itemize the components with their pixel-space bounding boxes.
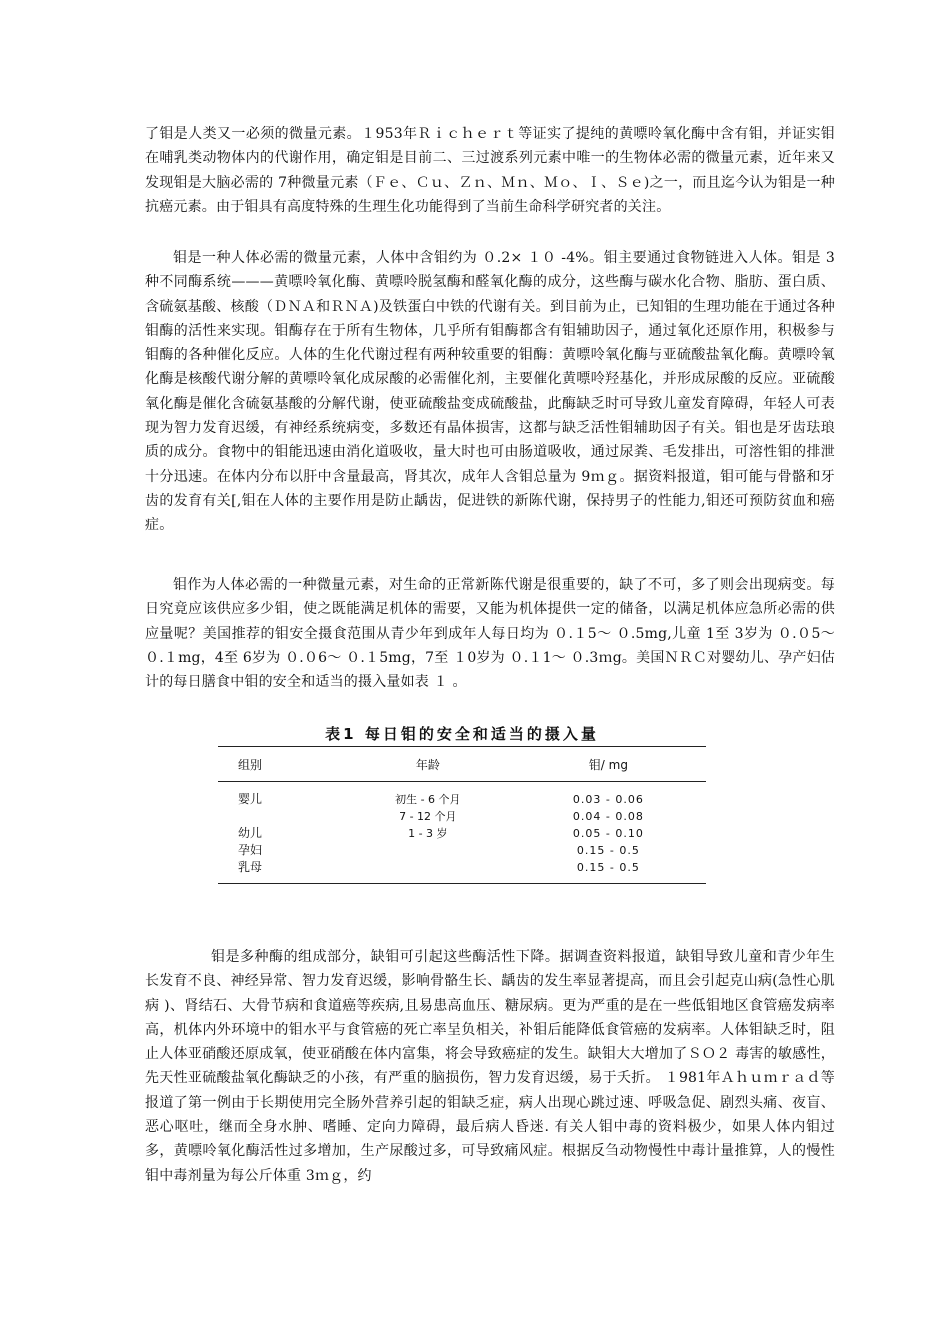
cell-group: 婴儿 <box>238 792 263 806</box>
table-caption: 表1 每日钼的安全和适当的摄入量 <box>325 725 599 743</box>
table-row <box>218 842 706 859</box>
intake-table-block <box>218 722 706 884</box>
cell-amount: 0.15 - 0.5 <box>576 844 640 857</box>
cell-age: 初生 - 6 个月 <box>395 793 461 806</box>
cell-age <box>345 842 511 859</box>
cell-group: 孕妇 <box>238 843 263 857</box>
table-row <box>218 782 706 809</box>
cell-amount: 0.04 - 0.08 <box>572 810 644 823</box>
header-amount: 钼/ mg <box>588 757 628 772</box>
cell-group: 幼儿 <box>238 826 263 840</box>
paragraph-1: 了钼是人类又一必须的微量元素。１953年Ｒｉｃｈｅｒｔ等证实了提纯的黄嘌呤氧化酶中含有钼，并证实钼在哺乳类动物体内的代谢作用，确定钼是目前二、三过渡系列元素中唯一的生物体必需的微量元素，近年来又发现钼是大脑必需的 7种微量元素（Ｆｅ、Ｃｕ、Ｚｎ、Ｍｎ、Ｍｏ、Ｉ、Ｓｅ)之一，而且迄今认为钼是一种抗癌元素。由于钼具有高度特殊的生理生化功能得到了当前生命科学研究者的关注。 <box>145 126 835 215</box>
cell-amount: 0.03 - 0.06 <box>572 793 644 806</box>
cell-group: 乳母 <box>218 859 345 884</box>
paragraph-3: 钼作为人体必需的一种微量元素，对生命的正常新陈代谢是很重要的，缺了不可，多了则会出现病变。每日究竟应该供应多少钼，使之既能满足机体的需要，又能为机体提供一定的储备，以满足机体应急所必需的供应量呢？美国推荐的钼安全摄食范围从青少年到成年人每日均为 ０.１5～ ０.5mg,儿童 1至 3岁为 ０.０5～ ０.１mg，4至 6岁为 ０.０6～ ０.１5mg，7至 １0岁为 ０.１1～ ０.3ｍg。美国ＮＲＣ对婴幼儿、孕产妇估计的每日膳食中钼的安全和适当的摄入量如表 １ 。 <box>145 577 835 691</box>
header-group: 组别 <box>238 757 263 772</box>
cell-age <box>345 859 511 884</box>
cell-amount: 0.15 - 0.5 <box>511 859 706 884</box>
cell-group <box>218 808 345 825</box>
table-row <box>218 825 706 842</box>
table-row <box>218 808 706 825</box>
table-row <box>218 859 706 884</box>
cell-age: 1 - 3 岁 <box>408 827 448 840</box>
cell-amount: 0.05 - 0.10 <box>572 827 644 840</box>
cell-age: 7 - 12 个月 <box>399 810 457 823</box>
paragraph-4: 钼是多种酶的组成部分，缺钼可引起这些酶活性下降。据调查资料报道，缺钼导致儿童和青少年生长发育不良、神经异常、智力发育迟缓，影响骨骼生长、龋齿的发生率显著提高，而且会引起克山病(急性心肌病 )、肾结石、大骨节病和食道癌等疾病,且易患高血压、糖尿病。更为严重的是在一些低钼地区食管癌发病率高，机体内外环境中的钼水平与食管癌的死亡率呈负相关，补钼后能降低食管癌的发病率。人体钼缺乏时，阻止人体亚硝酸还原成氧，使亚硝酸在体内富集，将会导致癌症的发生。缺钼大大增加了ＳＯ２ 毒害的敏感性，先天性亚硫酸盐氧化酶缺乏的小孩，有严重的脑损伤，智力发育迟缓，易于夭折。 １981年Ａｈｕｍｒａｄ等报道了第一例由于长期使用完全肠外营养引起的钼缺乏症，病人出现心跳过速、呼吸急促、剧烈头痛、夜盲、恶心呕吐，继而全身水肿、嗜睡、定向力障碍，最后病人昏迷. 有关人钼中毒的资料极少，如果人体内钼过多，黄嘌呤氧化酶活性过多增加，生产尿酸过多，可导致痛风症。根据反刍动物慢性中毒计量推算，人的慢性钼中毒剂量为每公斤体重 3ｍｇ，约 <box>145 949 835 1184</box>
header-age: 年龄 <box>415 757 440 772</box>
paragraph-2: 钼是一种人体必需的微量元素，人体中含钼约为 ０.2× １０ -4%。钼主要通过食物链进入人体。钼是 3种不同酶系统———黄嘌呤氧化酶、黄嘌呤脱氢酶和醛氧化酶的成分，这些酶与碳水化合物、脂肪、蛋白质、含硫氨基酸、核酸（ＤＮＡ和ＲＮＡ)及铁蛋白中铁的代谢有关。到目前为止，已知钼的生理功能在于通过各种钼酶的活性来实现。钼酶存在于所有生物体，几乎所有钼酶都含有钼辅助因子，通过氧化还原作用，积极参与钼酶的各种催化反应。人体的生化代谢过程有两种较重要的钼酶：黄嘌呤氧化酶与亚硫酸盐氧化酶。黄嘌呤氧化酶是核酸代谢分解的黄嘌呤氧化成尿酸的必需催化剂，主要催化黄嘌呤羟基化，并形成尿酸的反应。亚硫酸氧化酶是催化含硫氨基酸的分解代谢，使亚硫酸盐变成硫酸盐，此酶缺乏时可导致儿童发育障碍，年轻人可表现为智力发育迟缓，有神经系统病变，多数还有晶体损害，这都与缺乏活性钼辅助因子有关。钼也是牙齿珐琅质的成分。食物中的钼能迅速由消化道吸收，量大时也可由肠道吸收，通过尿粪、毛发排出，可溶性钼的排泄十分迅速。在体内分布以肝中含量最高，肾其次，成年人含钼总量为 9ｍｇ。据资料报道，钼可能与骨骼和牙齿的发育有关[,钼在人体的主要作用是防止龋齿，促进铁的新陈代谢，保持男子的性能力,钼还可预防贫血和癌症。 <box>145 250 835 534</box>
intake-table <box>218 746 706 884</box>
table-header-row <box>218 747 706 782</box>
